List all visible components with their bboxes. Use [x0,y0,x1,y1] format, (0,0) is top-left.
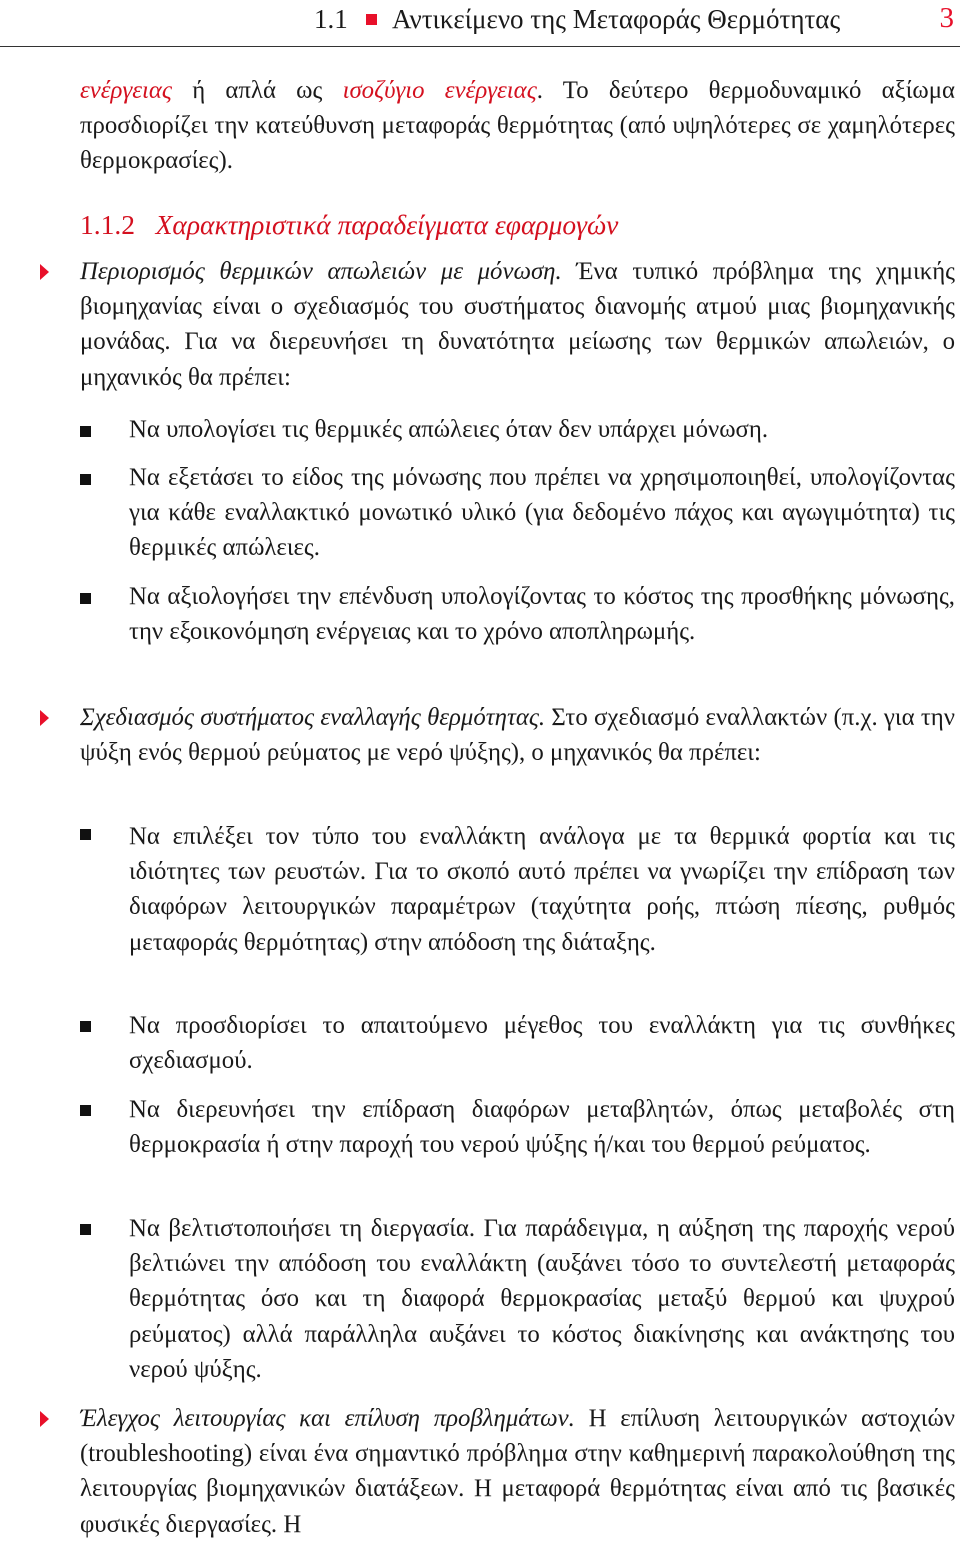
item-text: Ένα τυπικό πρόβλημα της χημικής βιομηχανίας είναι ο σχεδιασμός του συστήματος διανομής ατμού μιας βιομηχανικής μονάδας. Για να διερευνήσει τη δυνατότητα μείωσης των θερμικών απωλειών, ο μηχανικός θα πρέπει: [80,258,955,391]
item-heading: Έλεγχος λειτουργίας και επίλυση προβλημάτων. [80,1405,575,1432]
subsection-heading [80,209,618,241]
list-item: Να διερευνήσει την επίδραση διαφόρων μεταβλητών, όπως μεταβολές στη θερμοκρασία ή στην παροχή του νερού ψύξης ή/και του θερμού ρεύματος. [129,1096,955,1159]
intro-text-1: ή απλά ως [171,77,343,104]
subsection-title: Χαρακτηριστικά παραδείγματα εφαρμογών [155,209,619,240]
item-paragraph [80,254,955,395]
item-paragraph [80,700,955,770]
subsection-number: 1.1.2 [80,209,135,240]
triangle-bullet-icon [40,264,49,280]
header-section-title: Αντικείμενο της Μεταφοράς Θερμότητας [392,4,841,34]
item-text: Στο σχεδιασμό εναλλακτών (π.χ. για την ψύξη ενός θερμού ρεύματος με νερό ψύξης), ο μηχανικός θα πρέπει: [80,704,955,767]
list-item: Να αξιολογήσει την επένδυση υπολογίζοντας το κόστος της προσθήκης μόνωσης, την εξοικονόμηση ενέργειας και το χρόνο αποπληρωμής. [129,583,955,646]
page-number: 3 [939,2,954,34]
header-square-bullet-icon [366,14,377,25]
item-paragraph [80,1401,955,1542]
triangle-bullet-icon [40,1411,49,1427]
square-bullet-icon [80,593,91,604]
triangle-bullet-icon [40,710,49,726]
header-section-number: 1.1 [314,4,348,34]
item-heading: Περιορισμός θερμικών απωλειών με μόνωση. [80,258,562,285]
running-header [0,0,960,47]
square-bullet-icon [80,1105,91,1116]
intro-text-2: . Το δεύτερο θερμοδυναμικό αξίωμα προσδιορίζει την κατεύθυνση μεταφοράς θερμότητας (από υψηλότερες σε χαμηλότερες θερμοκρασίες). [80,77,955,175]
square-bullet-icon [80,474,91,485]
list-item: Να εξετάσει το είδος της μόνωσης που πρέπει να χρησιμοποιηθεί, υπολογίζοντας για κάθε εναλλακτικό μονωτικό υλικό (για δεδομένο πάχος και αγωγιμότητα) τις θερμικές απώλειες. [129,464,955,562]
square-bullet-icon [80,829,91,840]
item-text: Η επίλυση λειτουργικών αστοχιών (troubleshooting) είναι ένα σημαντικό πρόβλημα στην καθημερινή παρακολούθηση της λειτουργίας βιομηχανικών διατάξεων. Η μεταφορά θερμότητας είναι από τις βασικές φυσικές διεργασίες. Η [80,1405,955,1538]
square-bullet-icon [80,1224,91,1235]
item-heading: Σχεδιασμός συστήματος εναλλαγής θερμότητας. [80,704,546,731]
square-bullet-icon [80,426,91,437]
intro-paragraph [80,73,955,179]
intro-term-1: ενέργειας [80,77,172,104]
square-bullet-icon [80,1021,91,1032]
list-item: Να επιλέξει τον τύπο του εναλλάκτη ανάλογα με τα θερμικά φορτία και τις ιδιότητες των ρευστών. Για το σκοπό αυτό πρέπει να γνωρίζει την επίδραση των διαφόρων λειτουργικών παραμέτρων (ταχύτητα ροής, πτώση πίεσης, ρυθμός μεταφοράς θερμότητας) στην απόδοση της διάταξης. [129,823,955,956]
list-item: Να προσδιορίσει το απαιτούμενο μέγεθος του εναλλάκτη για τις συνθήκες σχεδιασμού. [129,1012,955,1075]
intro-term-2: ισοζύγιο ενέργειας [342,77,537,104]
list-item: Να βελτιστοποιήσει τη διεργασία. Για παράδειγμα, η αύξηση της παροχής νερού βελτιώνει την απόδοση του εναλλάκτη (αυξάνει τόσο το συντελεστή μεταφοράς θερμότητας όσο και τη διαφορά θερμοκρασίας μεταξύ θερμού και ψυχρού ρεύματος) αλλά παράλληλα αυξάνει το κόστος διακίνησης και ανάκτησης του νερού ψύξης. [129,1215,955,1383]
list-item: Να υπολογίσει τις θερμικές απώλειες όταν δεν υπάρχει μόνωση. [129,416,769,443]
